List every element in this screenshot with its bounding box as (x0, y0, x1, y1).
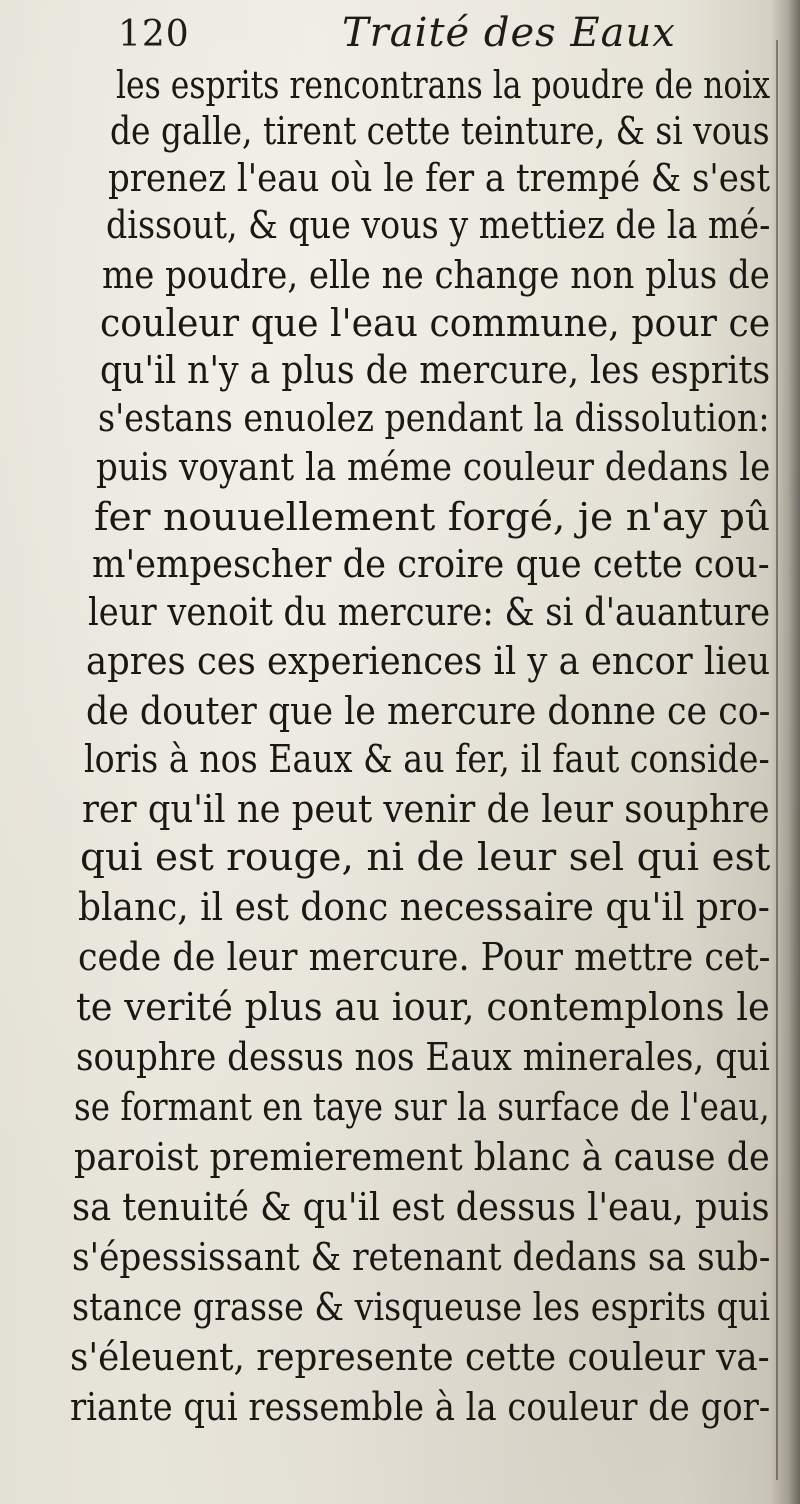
text-line: dissout, & que vous y mettiez de la mé- (106, 203, 771, 247)
text-line: les esprits rencontrans la poudre de noix (116, 63, 771, 107)
text-line: rer qu'il ne peut venir de leur souphre (82, 787, 770, 831)
text-line: sa tenuité & qu'il est dessus l'eau, puis (72, 1185, 770, 1229)
text-line: riante qui ressemble à la couleur de gor- (70, 1385, 771, 1429)
text-line: s'éleuent, represente cette couleur va- (70, 1335, 770, 1379)
running-head-title: Traité des Eaux (342, 10, 676, 56)
text-line: leur venoit du mercure: & si d'auanture (88, 590, 771, 634)
text-line: souphre dessus nos Eaux minerales, qui (76, 1035, 770, 1079)
text-line: loris à nos Eaux & au fer, il faut conside- (84, 737, 770, 781)
text-line: de douter que le mercure donne ce co- (86, 689, 771, 733)
page-number: 120 (118, 14, 190, 55)
text-line: qui est rouge, ni de leur sel qui est (80, 835, 771, 879)
text-line: m'empescher de croire que cette cou- (92, 542, 770, 586)
text-line: couleur que l'eau commune, pour ce (100, 301, 771, 345)
text-line: me poudre, elle ne change non plus de (102, 253, 770, 297)
text-line: te verité plus au iour, contemplons le (76, 985, 770, 1029)
text-line: prenez l'eau où le fer a trempé & s'est (108, 156, 770, 200)
text-line: puis voyant la méme couleur dedans le (96, 445, 771, 489)
text-line: apres ces experiences il y a encor lieu (86, 639, 771, 683)
text-line: de galle, tirent cette teinture, & si vous (110, 109, 770, 153)
text-line: cede de leur mercure. Pour mettre cet- (78, 935, 771, 979)
text-line: stance grasse & visqueuse les esprits qui (72, 1285, 770, 1329)
page-gutter-shadow (770, 0, 800, 1504)
text-line: se formant en taye sur la surface de l'eau, (74, 1085, 770, 1129)
text-line: blanc, il est donc necessaire qu'il pro- (78, 885, 770, 929)
text-line: s'épessissant & retenant dedans sa sub- (72, 1235, 771, 1279)
text-line: paroist premierement blanc à cause de (74, 1135, 770, 1179)
text-line: qu'il n'y a plus de mercure, les esprits (100, 348, 771, 392)
text-line: s'estans enuolez pendant la dissolution: (98, 396, 770, 440)
gutter-edge-line (776, 40, 778, 1480)
text-line: fer nouuellement forgé, je n'ay pû (94, 495, 771, 539)
